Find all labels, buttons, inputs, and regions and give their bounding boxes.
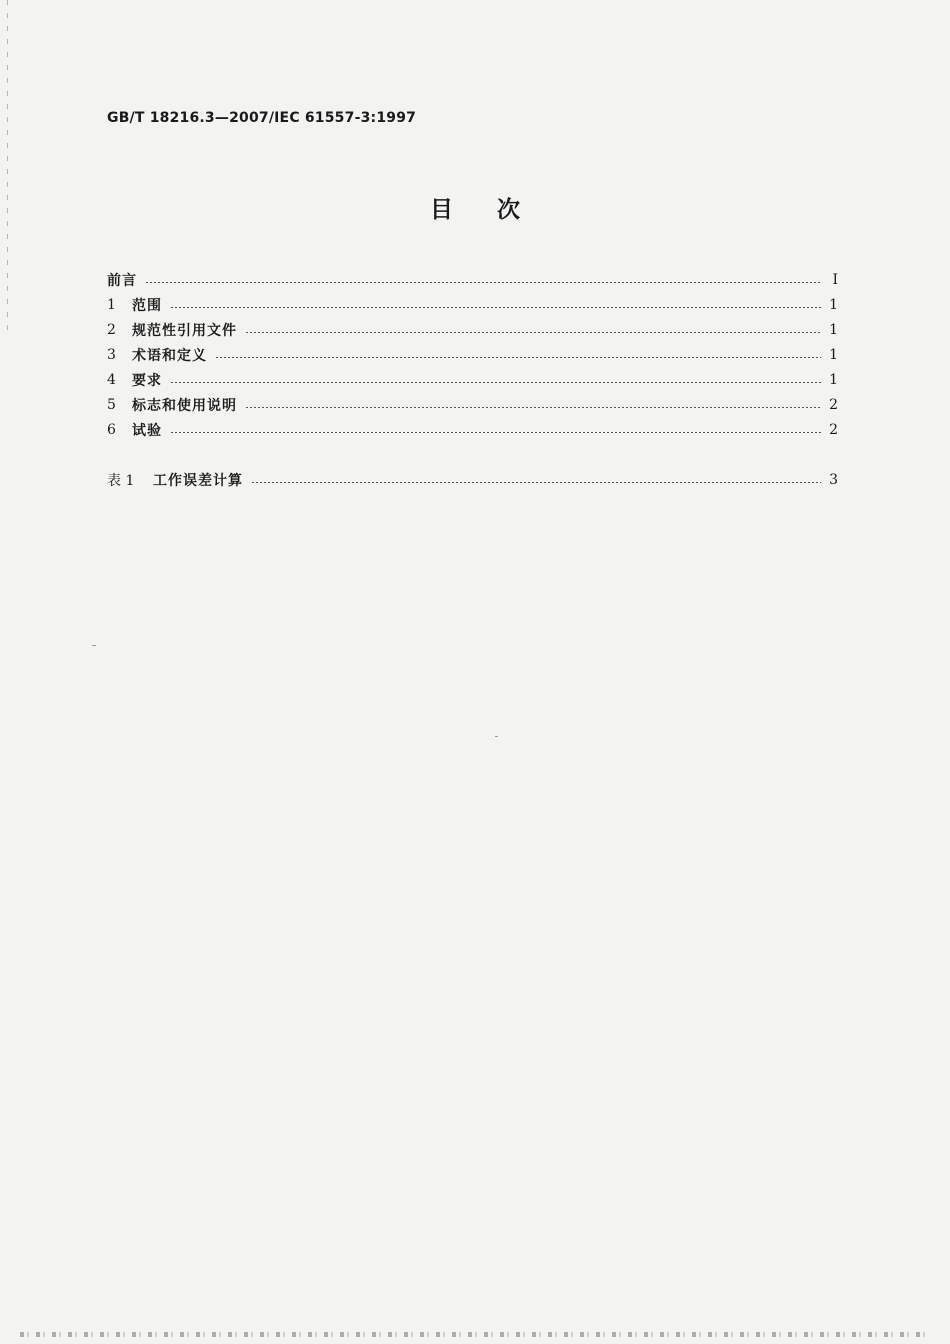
toc-entry-5[interactable]: [107, 395, 838, 415]
toc-leader-dots: [245, 407, 821, 408]
toc-leader-dots: [215, 357, 821, 358]
toc-entry-page: I: [832, 272, 838, 288]
toc-table-1[interactable]: [107, 470, 838, 490]
toc-entry-number: 2: [107, 322, 116, 338]
toc-entry-number: 3: [107, 347, 116, 363]
toc-entry-number: 1: [107, 297, 116, 313]
toc-entry-4[interactable]: [107, 370, 838, 390]
toc-title: [0, 191, 950, 224]
toc-entry-page: 1: [829, 372, 838, 388]
toc-entry-1[interactable]: [107, 295, 838, 315]
standard-code: GB/T 18216.3—2007/IEC 61557-3:1997: [107, 110, 417, 126]
toc-entry-label: 标志和使用说明: [132, 398, 237, 414]
toc-entry-label: 规范性引用文件: [132, 323, 237, 339]
toc-entry-number: 6: [107, 422, 116, 438]
scan-speck: [92, 645, 96, 646]
toc-title-char-2: 次: [497, 197, 520, 223]
toc-entry-number: 4: [107, 372, 116, 388]
toc-entry-page: 1: [829, 322, 838, 338]
toc-entry-number: 5: [107, 397, 116, 413]
toc-leader-dots: [251, 482, 821, 483]
scan-bottom-noise: [20, 1332, 930, 1337]
toc-title-char-1: 目: [430, 197, 453, 223]
scan-edge-artifact: [7, 0, 8, 330]
toc-leader-dots: [170, 382, 821, 383]
toc-entry-label: 术语和定义: [132, 348, 207, 364]
toc-table-number: 表 1: [107, 473, 135, 489]
toc-leader-dots: [170, 307, 821, 308]
toc-leader-dots: [145, 282, 822, 283]
toc-entry-page: 1: [829, 297, 838, 313]
toc-entry-6[interactable]: [107, 420, 838, 440]
toc-leader-dots: [170, 432, 821, 433]
scan-speck: [495, 736, 498, 737]
toc-entry-label: 试验: [132, 423, 162, 439]
toc-entry-label: 前言: [107, 273, 137, 289]
toc-entry-3[interactable]: [107, 345, 838, 365]
toc-entry-page: 2: [829, 397, 838, 413]
toc-entry-page: 2: [829, 422, 838, 438]
toc-leader-dots: [245, 332, 821, 333]
toc-entry-2[interactable]: [107, 320, 838, 340]
toc-entry-page: 1: [829, 347, 838, 363]
toc-entry-foreword[interactable]: [107, 270, 838, 290]
toc-table-page: 3: [829, 472, 838, 488]
toc-entry-label: 要求: [132, 373, 162, 389]
toc-entry-label: 范围: [132, 298, 162, 314]
toc-table-label: 工作误差计算: [153, 473, 243, 489]
